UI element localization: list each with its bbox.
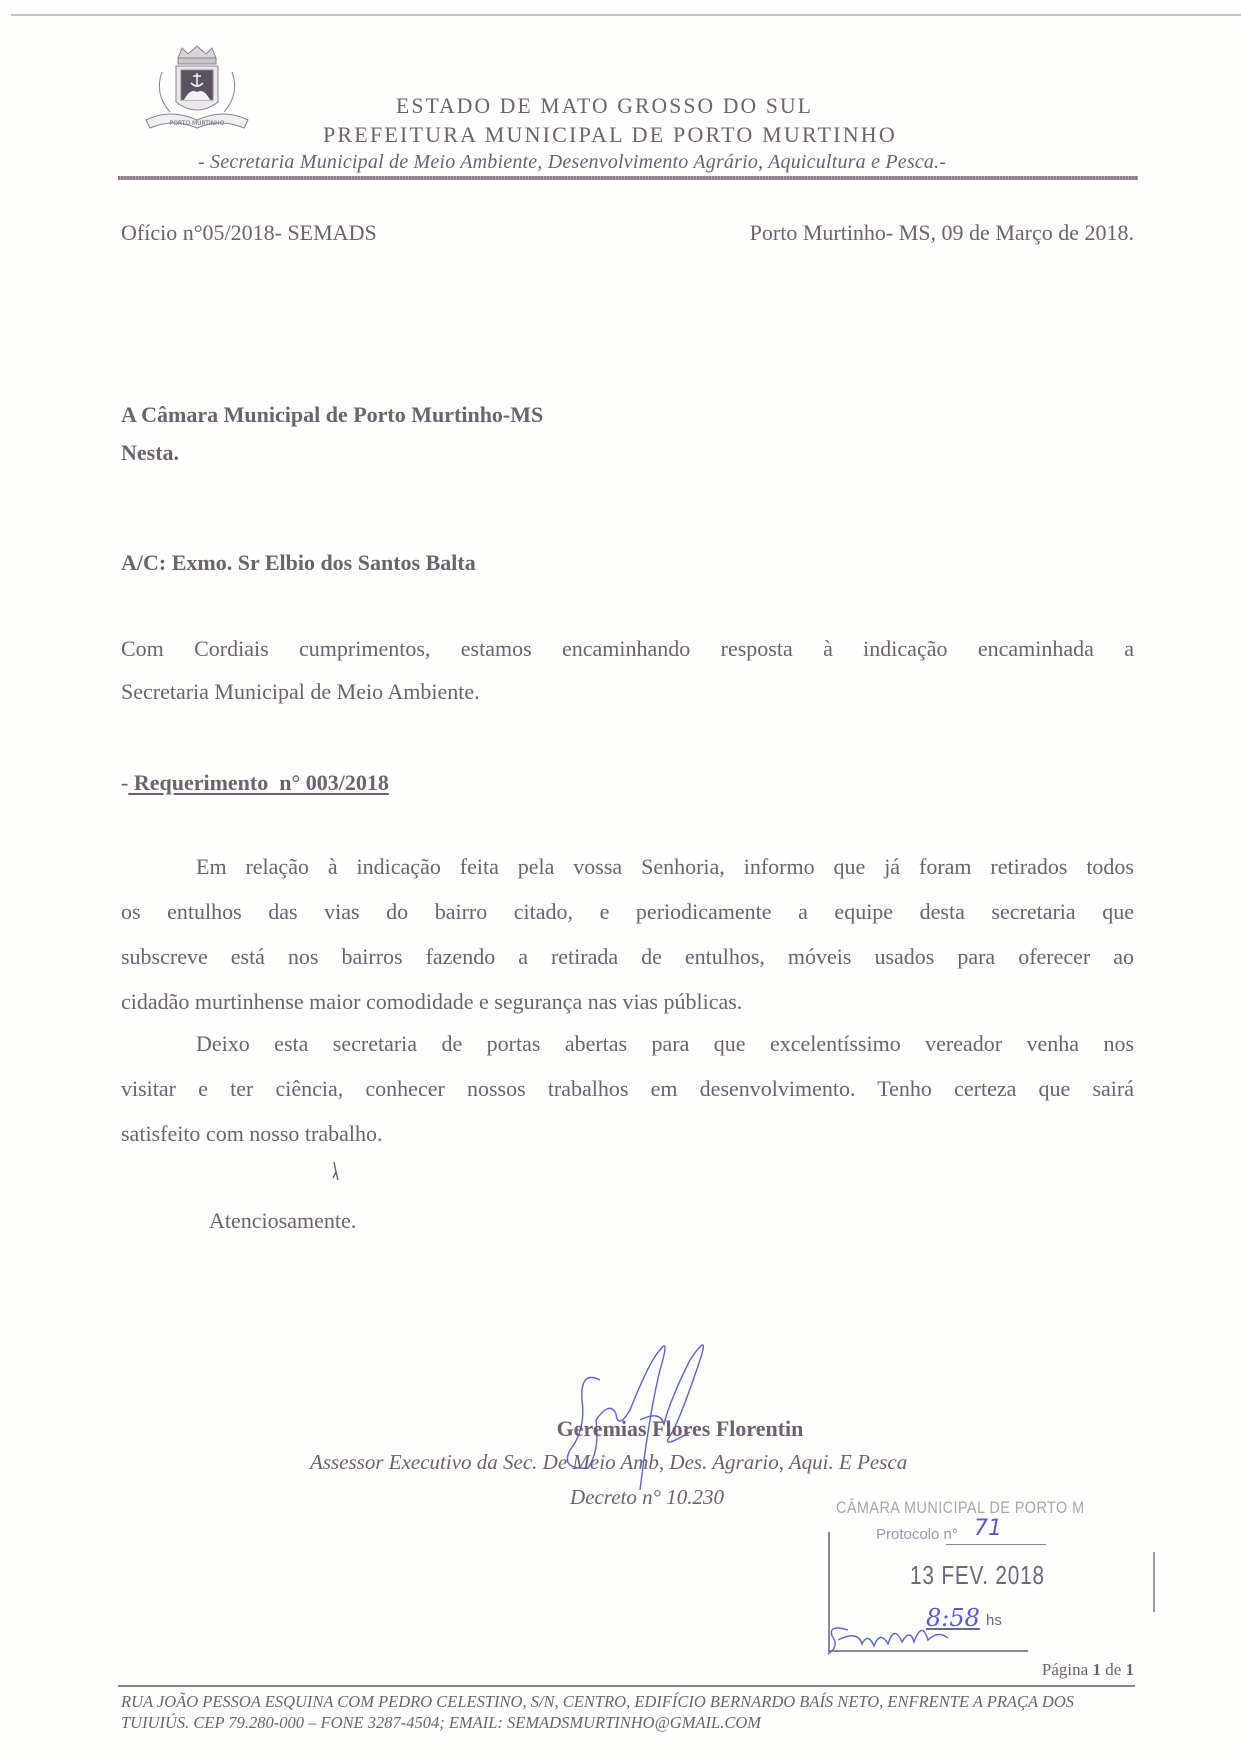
stamp-title: CÂMARA MUNICIPAL DE PORTO M [836,1498,1085,1517]
page-number [1042,1660,1134,1680]
footer-contact: TUIUIÚS. CEP 79.280-000 – FONE 3287-4504; EMAIL: SEMADSMURTINHO@GMAIL.COM [121,1713,761,1732]
stamp-time-suffix: hs [986,1612,1002,1629]
paragraph-2-line: Deixo esta secretaria de portas abertas para que excelentíssimo vereador venha nos [196,1031,1134,1056]
signatory-decree: Decreto n° 10.230 [570,1485,725,1509]
paragraph-1-line: subscreve está nos bairros fazendo a retirada de entulhos, móveis usados para oferecer ao [121,944,1134,969]
footer-address: RUA JOÃO PESSOA ESQUINA COM PEDRO CELESTINO, S/N, CENTRO, EDIFÍCIO BERNARDO BAÍS NETO, ENFRENTE A PRAÇA DOS [121,1692,1074,1711]
stamp-border [1153,1552,1155,1612]
page-number-prefix: Página [1041,1660,1093,1679]
scan-edge-line [11,14,1241,16]
attention-line: A/C: Exmo. Sr Elbio dos Santos Balta [121,550,476,575]
stamp-receiver-signature [818,1620,988,1660]
signatory-name: Geremias Flores Florentin [556,1416,804,1441]
stamp-protocol-line [946,1544,1046,1545]
page-number-current: 1 [1092,1660,1101,1679]
stamp-time: 8:58 [926,1604,980,1632]
closing-line: Atenciosamente. [209,1208,357,1233]
paragraph-2-line: visitar e ter ciência, conhecer nossos trabalhos em desenvolvimento. Tenho certeza que sairá [121,1076,1134,1101]
intro-line: Com Cordiais cumprimentos, estamos encaminhando resposta à indicação encaminhada a [121,636,1134,661]
paragraph-1-line: Em relação à indicação feita pela vossa Senhoria, informo que já foram retirados todos [196,854,1134,879]
recipient-line-2: Nesta. [121,440,180,465]
ink-mark [330,1160,340,1182]
subject-text: Requerimento n° 003/2018 [128,770,389,795]
header-state: ESTADO DE MATO GROSSO DO SUL [396,93,814,118]
recipient-line-1: A Câmara Municipal de Porto Murtinho-MS [121,402,544,427]
letter-place-date: Porto Murtinho- MS, 09 de Março de 2018. [749,220,1134,245]
municipal-seal-logo [140,44,255,139]
page-number-total: 1 [1125,1660,1134,1679]
stamp-protocol-label: Protocolo n° [876,1526,958,1543]
paragraph-1-line: cidadão murtinhense maior comodidade e segurança nas vias públicas. [121,989,743,1014]
letter-reference: Ofício n°05/2018- SEMADS [121,220,377,245]
intro-line: Secretaria Municipal de Meio Ambiente. [121,679,480,704]
paragraph-2-line: satisfeito com nosso trabalho. [121,1121,383,1146]
subject-prefix: - [121,770,129,795]
stamp-date: 13 FEV. 2018 [910,1560,1045,1590]
header-prefecture: PREFEITURA MUNICIPAL DE PORTO MURTINHO [323,122,897,147]
stamp-protocol-number: 71 [974,1516,1002,1541]
svg-text:PORTO MURTINHO: PORTO MURTINHO [169,120,225,127]
paragraph-1-line: os entulhos das vias do bairro citado, e periodicamente a equipe desta secretaria que [121,899,1134,924]
header-divider [118,176,1138,180]
subject-line [121,770,389,796]
reception-stamp [828,1498,1155,1652]
header-secretariat: - Secretaria Municipal de Meio Ambiente, Desenvolvimento Agrário, Aquicultura e Pesca.- [198,151,947,173]
footer-divider [118,1685,1135,1687]
page-number-middle: de [1100,1660,1126,1679]
signatory-title: Assessor Executivo da Sec. De Meio Amb, Des. Agrario, Aqui. E Pesca [310,1450,908,1474]
